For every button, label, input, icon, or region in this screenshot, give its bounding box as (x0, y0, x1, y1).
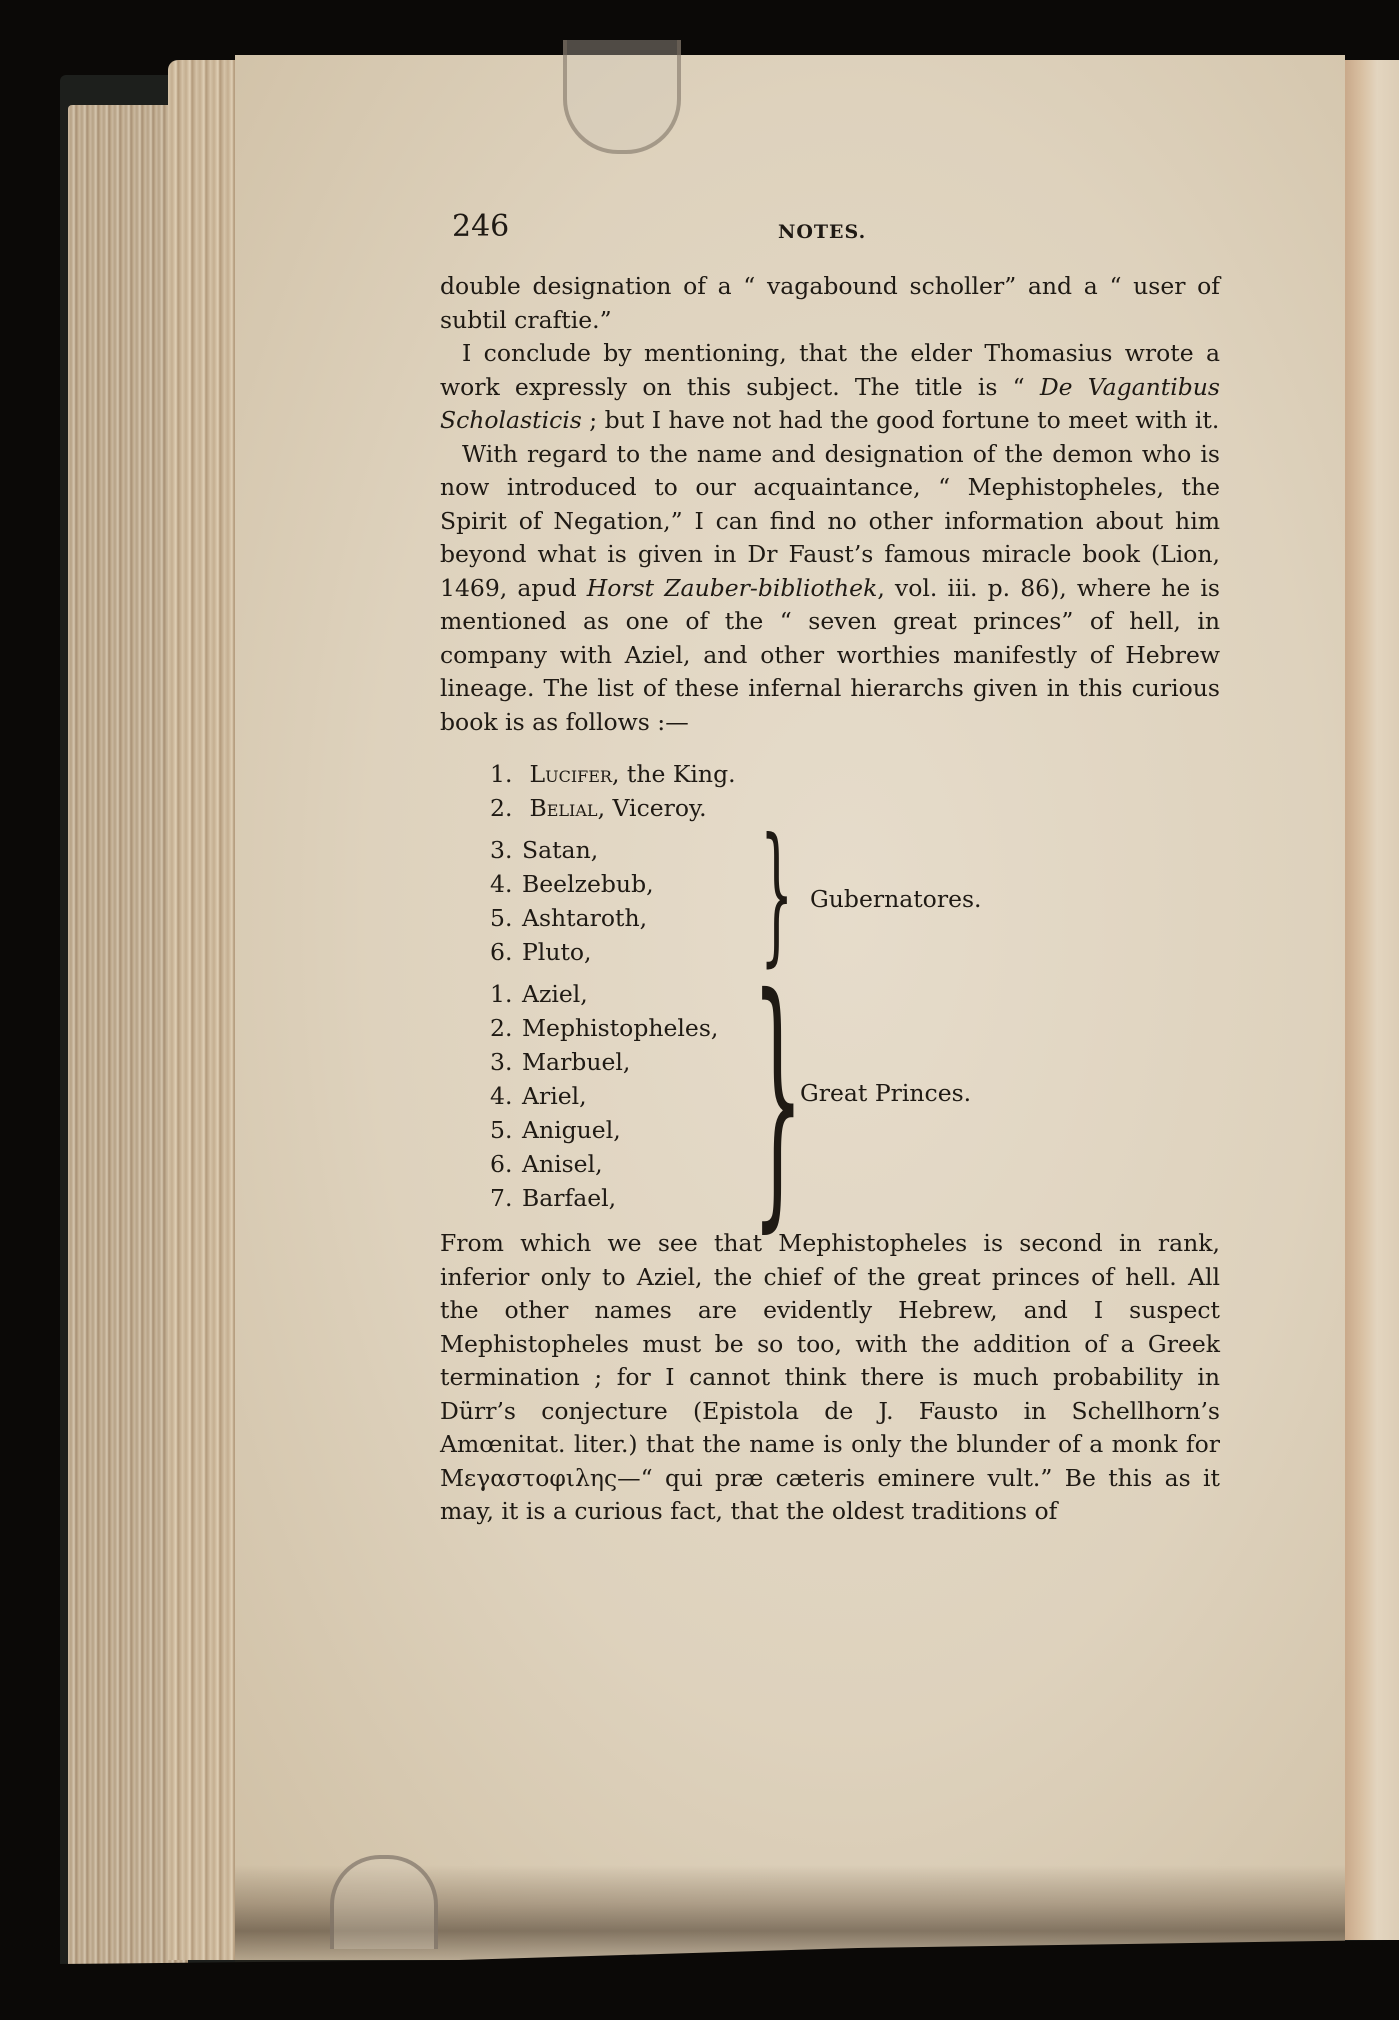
book-title-italic: De Vagantibus Scholasticis (440, 372, 1220, 434)
item-number: 1. (490, 980, 513, 1008)
list-item (490, 1113, 1220, 1147)
paragraph-3 (440, 438, 1220, 740)
page-text (440, 210, 1220, 1529)
paragraph-2-text-end: ; but I have not had the good fortune to meet with it. (581, 406, 1220, 434)
book-gutter (1345, 60, 1399, 1940)
item-name: Marbuel, (522, 1048, 631, 1076)
item-name: Ashtaroth, (522, 904, 648, 932)
item-name: Satan, (522, 836, 599, 864)
paragraph-2-text: I conclude by mentioning, that the elder Thomasius wrote a work expressly on this subject. The title is “ (440, 339, 1220, 401)
paragraph-4: From which we see that Mephistopheles is second in rank, inferior only to Aziel, the chief of the great princes of hell. All the other names are evidently Hebrew, and I suspect Mephistopheles must be so too, with the addition of a Greek termination ; for I cannot think there is much probability in Dürr’s conjecture (Epistola de J. Fausto in Schellhorn’s Amœnitat. liter.) that the name is only the blunder of a monk for Μεγαστοφιλης—“ qui præ cæteris eminere vult.” Be this as it may, it is a curious fact, that the oldest traditions of (440, 1229, 1220, 1525)
item-number: 1. (490, 760, 513, 788)
paragraph-2 (440, 337, 1220, 438)
item-name: Anisel, (522, 1150, 603, 1178)
page-header (440, 210, 1220, 270)
page-clip-bottom (330, 1855, 438, 1949)
item-title: , the King. (611, 760, 736, 788)
page-number: 246 (452, 209, 510, 244)
curly-brace-icon: } (752, 940, 804, 1255)
paragraph-1: double designation of a “ vagabound scholler” and a “ user of subtil craftie.” (440, 272, 1220, 334)
list-item (490, 935, 1220, 969)
paragraph-3-text-end: , vol. iii. p. 86), where he is mentioned as one of the “ seven great princes” of hell, in company with Aziel, and other worthies manifestly of Hebrew lineage. The list of these infernal hierarchs given in this curious book is as follows :— (440, 573, 1220, 736)
item-name: Lucifer (529, 760, 612, 788)
list-item (490, 1181, 1220, 1215)
list-item (490, 791, 1220, 825)
item-name: Barfael, (522, 1184, 617, 1212)
list-item (490, 1147, 1220, 1181)
item-number: 6. (490, 1150, 513, 1178)
item-number: 4. (490, 870, 513, 898)
page-stack-edge (168, 60, 238, 1960)
item-name: Aniguel, (522, 1116, 621, 1144)
group-label-great-princes: Great Princes. (800, 1079, 972, 1107)
list-item (490, 1011, 1220, 1045)
list-item (490, 1045, 1220, 1079)
item-name: Mephistopheles, (522, 1014, 719, 1042)
item-number: 3. (490, 836, 513, 864)
item-number: 4. (490, 1082, 513, 1110)
group-label-gubernatores: Gubernatores. (810, 885, 982, 913)
item-name: Beelzebub, (522, 870, 654, 898)
item-number: 6. (490, 938, 513, 966)
item-name: Aziel, (522, 980, 588, 1008)
item-number: 5. (490, 1116, 513, 1144)
item-name: Belial (529, 794, 598, 822)
running-head: NOTES. (778, 221, 867, 243)
item-title: , Viceroy. (597, 794, 707, 822)
list-item (490, 833, 1220, 867)
hierarchy-list (490, 757, 1220, 1255)
page-clip-top (563, 40, 681, 154)
item-number: 3. (490, 1048, 513, 1076)
source-title-italic: Horst Zauber-bibliothek (586, 573, 878, 602)
item-number: 2. (490, 794, 513, 822)
item-number: 2. (490, 1014, 513, 1042)
item-number: 5. (490, 904, 513, 932)
paragraph-3-text: With regard to the name and designation of the demon who is now introduced to our acquaintance, “ Mephistopheles, the Spirit of Negation,” I can find no other information about him beyond what is given in Dr Faust’s famous miracle book (Lion, 1469, apud (440, 439, 1220, 602)
list-item (490, 757, 1220, 791)
item-name: Pluto, (522, 938, 592, 966)
curly-brace-icon: } (760, 807, 794, 981)
item-name: Ariel, (522, 1082, 587, 1110)
list-item (490, 977, 1220, 1011)
item-number: 7. (490, 1184, 513, 1212)
